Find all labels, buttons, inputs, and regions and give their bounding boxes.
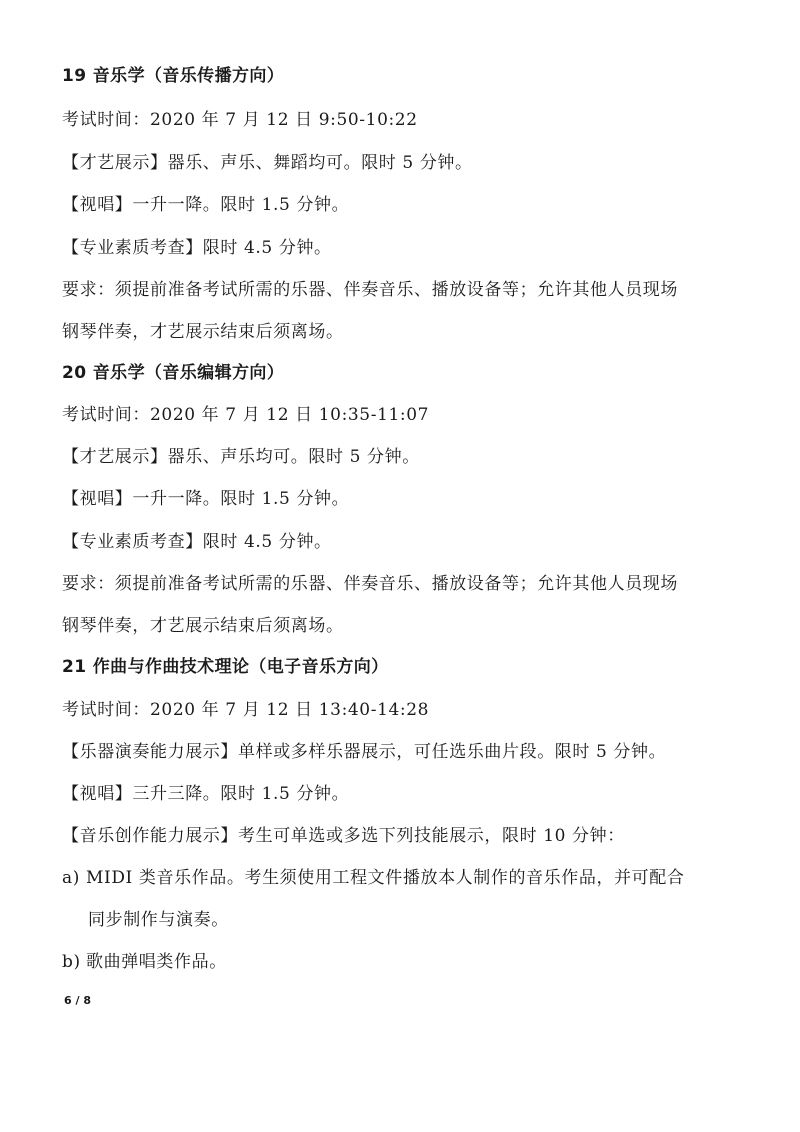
list-marker-b: b) (62, 952, 81, 972)
section-21-instrument-performance: 【乐器演奏能力展示】单样或多样乐器展示，可任选乐曲片段。限时 5 分钟。 (62, 742, 667, 762)
page-number: 6 / 8 (64, 994, 91, 1007)
section-19-exam-time: 考试时间：2020 年 7 月 12 日 9:50-10:22 (62, 110, 418, 130)
section-21-sight-singing: 【视唱】三升三降。限时 1.5 分钟。 (62, 784, 350, 804)
section-19-requirement-line-1: 要求：须提前准备考试所需的乐器、伴奏音乐、播放设备等；允许其他人员现场 (62, 280, 678, 300)
section-21-music-creation: 【音乐创作能力展示】考生可单选或多选下列技能展示，限时 10 分钟： (62, 826, 625, 846)
section-20-exam-time: 考试时间：2020 年 7 月 12 日 10:35-11:07 (62, 405, 430, 425)
section-20-heading: 20 音乐学（音乐编辑方向） (62, 363, 285, 383)
section-20-requirement-line-2: 钢琴伴奏，才艺展示结束后须离场。 (62, 616, 344, 636)
section-20-requirement-line-1: 要求：须提前准备考试所需的乐器、伴奏音乐、播放设备等；允许其他人员现场 (62, 574, 678, 594)
section-20-sight-singing: 【视唱】一升一降。限时 1.5 分钟。 (62, 489, 350, 509)
section-19-talent-show: 【才艺展示】器乐、声乐、舞蹈均可。限时 5 分钟。 (62, 153, 473, 173)
list-item-a-text-line-1: MIDI 类音乐作品。考生须使用工程文件播放本人制作的音乐作品，并可配合 (86, 868, 685, 888)
section-20-talent-show: 【才艺展示】器乐、声乐均可。限时 5 分钟。 (62, 447, 420, 467)
list-item-a (62, 866, 684, 890)
list-item-b (62, 950, 227, 974)
section-19-quality-check: 【专业素质考查】限时 4.5 分钟。 (62, 238, 332, 258)
section-19-requirement-line-2: 钢琴伴奏，才艺展示结束后须离场。 (62, 322, 344, 342)
section-20-quality-check: 【专业素质考查】限时 4.5 分钟。 (62, 532, 332, 552)
section-21-exam-time: 考试时间：2020 年 7 月 12 日 13:40-14:28 (62, 700, 430, 720)
section-19-sight-singing: 【视唱】一升一降。限时 1.5 分钟。 (62, 195, 350, 215)
list-item-a-text-line-2: 同步制作与演奏。 (88, 910, 229, 930)
list-item-b-text: 歌曲弹唱类作品。 (86, 952, 227, 972)
section-19-heading: 19 音乐学（音乐传播方向） (62, 66, 285, 86)
section-21-heading: 21 作曲与作曲技术理论（电子音乐方向） (62, 657, 389, 677)
list-marker-a: a) (62, 868, 80, 888)
